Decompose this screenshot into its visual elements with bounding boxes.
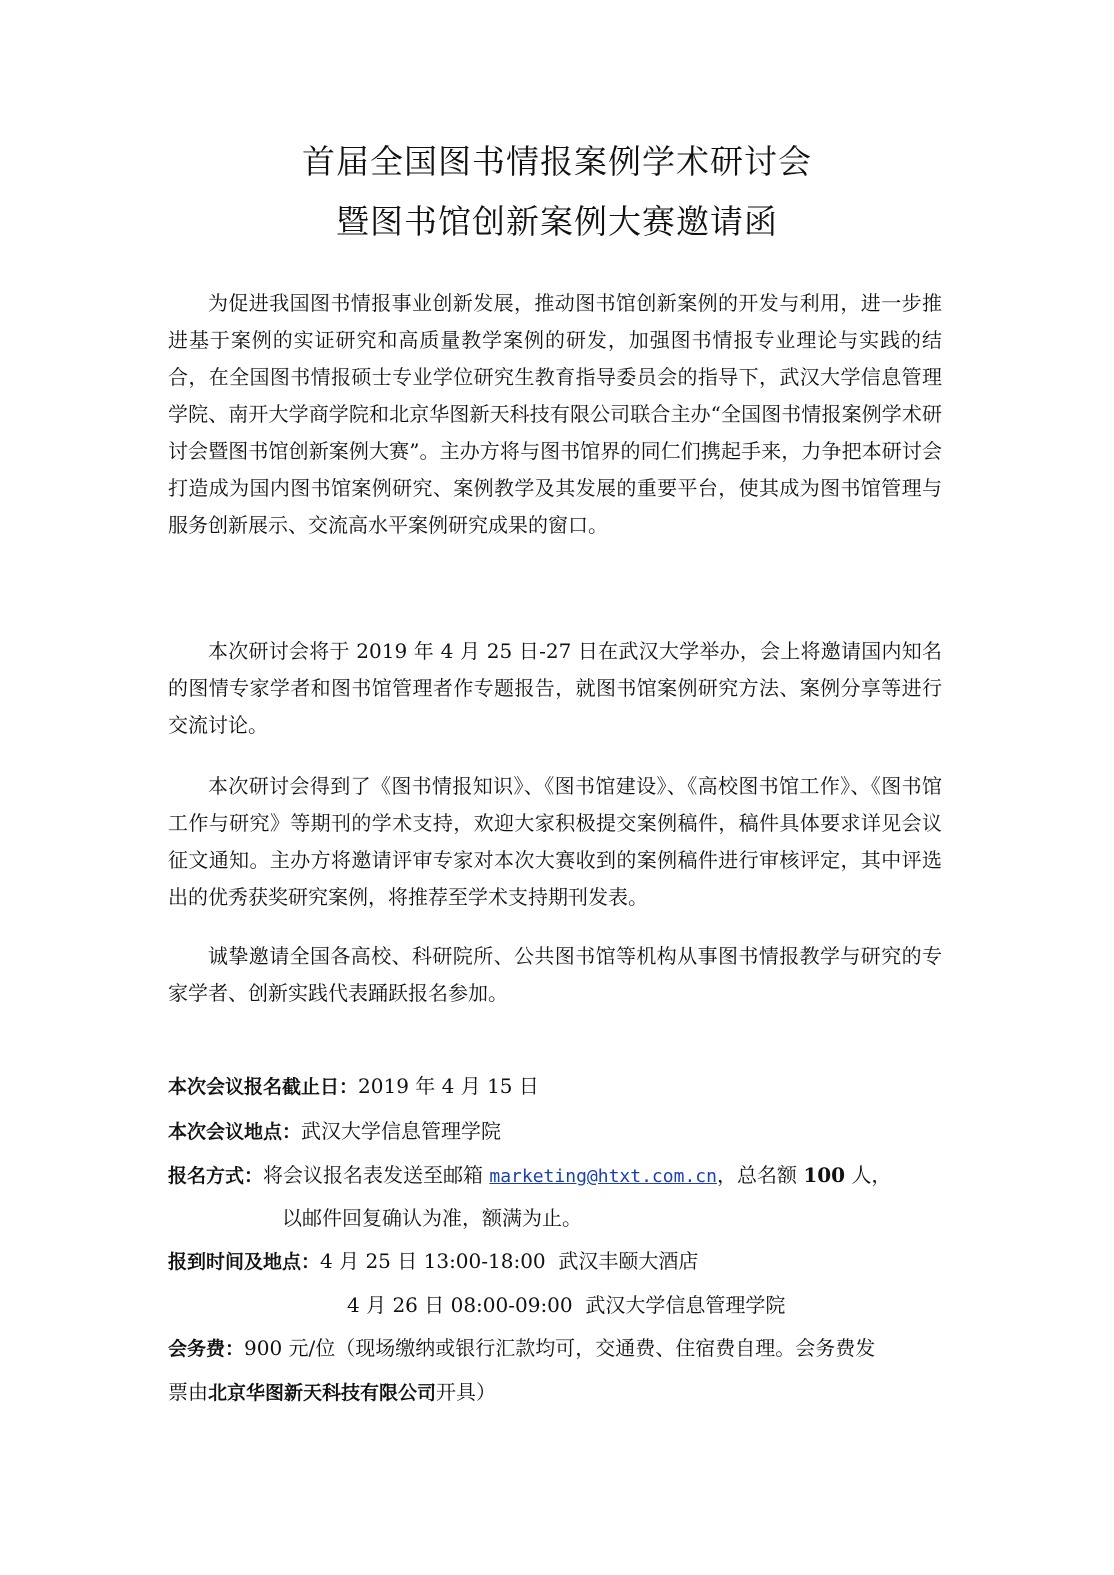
checkin-line-1: 4 月 25 日 13:00-18:00 武汉丰颐大酒店	[320, 1249, 699, 1273]
checkin-line-2: 4 月 26 日 08:00-09:00 武汉大学信息管理学院	[347, 1293, 786, 1317]
document-title-line-1: 首届全国图书情报案例学术研讨会	[302, 142, 812, 181]
paragraph-schedule: 本次研讨会将于 2019 年 4 月 25 日-27 日在武汉大学举办，会上将邀请国内知名的图情专家学者和图书馆管理者作专题报告，就图书馆案例研究方法、案例分享等进行交流讨论。	[168, 639, 942, 737]
info-checkin	[168, 1243, 942, 1280]
paragraph-journals: 本次研讨会得到了《图书情报知识》、《图书馆建设》、《高校图书馆工作》、《图书馆工作与研究》等期刊的学术支持，欢迎大家积极提交案例稿件，稿件具体要求详见会议征文通知。主办方将邀请评审专家对本次大赛收到的案例稿件进行审核评定，其中评选出的优秀获奖研究案例，将推荐至学术支持期刊发表。	[168, 774, 942, 909]
info-fee-line-2	[168, 1374, 942, 1411]
paragraph-intro: 为促进我国图书情报事业创新发展，推动图书馆创新案例的开发与利用，进一步推进基于案例的实证研究和高质量教学案例的研发，加强图书情报专业理论与实践的结合，在全国图书情报硕士专业学位研究生教育指导委员会的指导下，武汉大学信息管理学院、南开大学商学院和北京华图新天科技有限公司联合主办“全国图书情报案例学术研讨会暨图书馆创新案例大赛”。主办方将与图书馆界的同仁们携起手来，力争把本研讨会打造成为国内图书馆案例研究、案例教学及其发展的重要平台，使其成为图书馆管理与服务创新展示、交流高水平案例研究成果的窗口。	[168, 291, 942, 537]
info-venue	[168, 1113, 942, 1150]
signup-quota: 100	[803, 1163, 846, 1187]
venue-value: 武汉大学信息管理学院	[301, 1119, 502, 1143]
deadline-value: 2019 年 4 月 15 日	[358, 1074, 539, 1098]
paragraph-invitation: 诚挚邀请全国各高校、科研院所、公共图书馆等机构从事图书情报教学与研究的专家学者、创新实践代表踊跃报名参加。	[168, 944, 942, 1005]
fee-company: 北京华图新天科技有限公司	[208, 1382, 437, 1404]
signup-prefix: 将会议报名表发送至邮箱	[263, 1163, 490, 1187]
fee-label: 会务费：	[168, 1338, 245, 1360]
info-fee	[168, 1330, 942, 1367]
fee-line-2-prefix: 票由	[168, 1380, 208, 1404]
fee-line-1: 900 元/位（现场缴纳或银行汇款均可，交通费、住宿费自理。会务费发	[244, 1336, 876, 1360]
checkin-label: 报到时间及地点：	[168, 1251, 321, 1273]
signup-email-link[interactable]: marketing@htxt.com.cn	[489, 1166, 717, 1187]
fee-line-2-suffix: 开具）	[436, 1380, 497, 1404]
signup-suffix: 人，	[845, 1163, 892, 1187]
document-title-line-2: 暨图书馆创新案例大赛邀请函	[336, 202, 778, 241]
signup-label: 报名方式：	[168, 1165, 264, 1187]
info-signup	[168, 1157, 942, 1195]
info-signup-line-2: 以邮件回复确认为准，额满为止。	[282, 1206, 582, 1230]
venue-label: 本次会议地点：	[168, 1121, 302, 1143]
deadline-label: 本次会议报名截止日：	[168, 1076, 359, 1098]
signup-mid: ，总名额	[716, 1163, 804, 1187]
info-deadline	[168, 1068, 942, 1105]
